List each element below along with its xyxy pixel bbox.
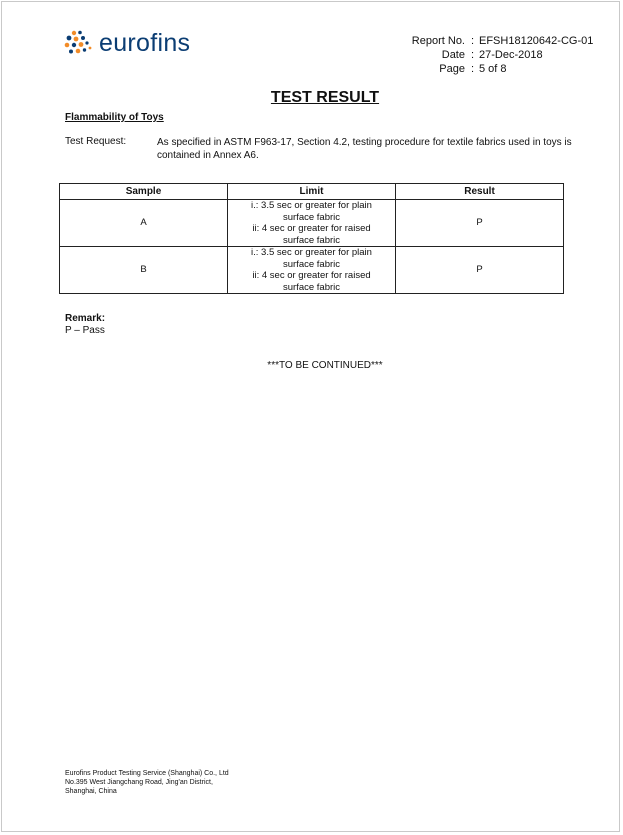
- report-date-row: [405, 48, 593, 62]
- table-row: [60, 247, 564, 294]
- table-header-row: [60, 184, 564, 200]
- eurofins-dots-icon: [64, 30, 94, 56]
- table-row: [60, 200, 564, 247]
- footer-address: [65, 769, 229, 796]
- remark-text: P – Pass: [65, 325, 105, 336]
- limit-line: surface fabric: [282, 211, 341, 223]
- limit-line: i.: 3.5 sec or greater for plain: [251, 247, 372, 258]
- report-page-value: 5 of 8: [479, 63, 507, 75]
- limit-line: surface fabric: [282, 281, 341, 293]
- report-page-label: Page: [439, 63, 465, 75]
- section-heading: Flammability of Toys: [65, 112, 164, 123]
- logo-wordmark: eurofins: [99, 28, 191, 57]
- report-date-value: 27-Dec-2018: [479, 49, 543, 61]
- report-number-row: [405, 34, 593, 48]
- limit-cell: [228, 200, 396, 247]
- result-table: [59, 183, 564, 294]
- page-frame: [1, 1, 620, 832]
- footer-street: No.395 West Jiangchang Road, Jing'an District,: [65, 779, 213, 786]
- limit-column-header: Limit: [228, 184, 396, 200]
- report-date-label: Date: [441, 49, 465, 61]
- sample-cell: B: [60, 247, 228, 294]
- result-cell: P: [396, 200, 564, 247]
- to-be-continued-note: ***TO BE CONTINUED***: [267, 360, 383, 371]
- sample-column-header: Sample: [60, 184, 228, 200]
- eurofins-logo: [64, 30, 190, 56]
- footer-city: Shanghai, China: [65, 788, 117, 795]
- result-column-header: Result: [396, 184, 564, 200]
- limit-line: surface fabric: [282, 258, 341, 270]
- result-cell: P: [396, 247, 564, 294]
- limit-line: ii: 4 sec or greater for raised: [252, 223, 371, 234]
- page-title: TEST RESULT: [270, 89, 380, 106]
- report-number-label: Report No.: [411, 35, 465, 47]
- report-page-row: [405, 62, 593, 76]
- limit-cell: [228, 247, 396, 294]
- separator: :: [471, 49, 475, 61]
- test-request-text: As specified in ASTM F963-17, Section 4.2, testing procedure for textile fabrics used in toys is contained in Annex A6.: [157, 137, 572, 161]
- separator: :: [471, 35, 475, 47]
- limit-line: ii: 4 sec or greater for raised: [252, 270, 371, 281]
- remark-label: Remark:: [65, 313, 106, 324]
- test-request-label: Test Request:: [65, 136, 127, 147]
- limit-line: i.: 3.5 sec or greater for plain: [251, 200, 372, 211]
- separator: :: [471, 63, 475, 75]
- limit-line: surface fabric: [282, 234, 341, 246]
- sample-cell: A: [60, 200, 228, 247]
- footer-company: Eurofins Product Testing Service (Shanghai) Co., Ltd: [65, 770, 229, 777]
- report-number-value: EFSH18120642-CG-01: [479, 35, 594, 47]
- report-meta: [405, 34, 593, 76]
